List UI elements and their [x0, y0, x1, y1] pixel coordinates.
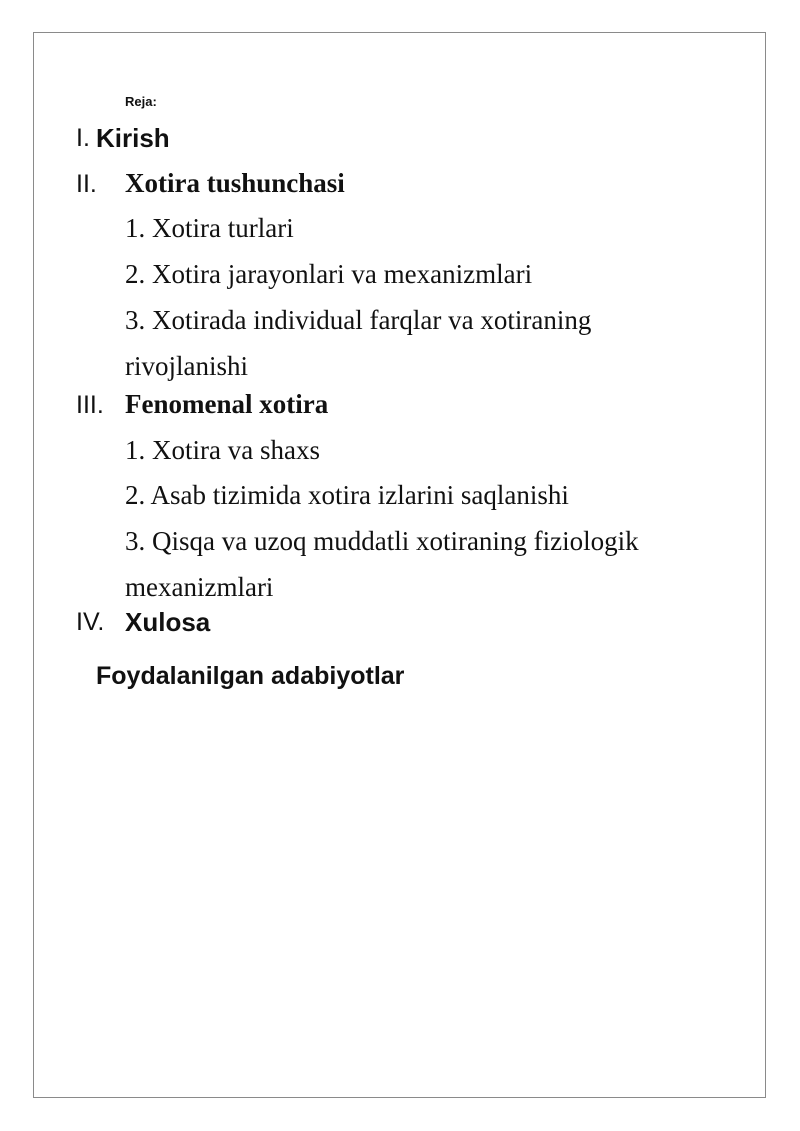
section-numeral-1: I. [76, 124, 90, 152]
list-item: 2. Asab tizimida xotira izlarini saqlanishi [125, 480, 569, 510]
section-title-kirish: Kirish [96, 123, 170, 153]
section-title-fenomenal-xotira: Fenomenal xotira [125, 389, 329, 419]
section-title-xotira-tushunchasi: Xotira tushunchasi [125, 168, 345, 198]
plan-label: Reja: [125, 94, 157, 109]
list-item: 1. Xotira turlari [125, 213, 294, 243]
section-numeral-4: IV. [76, 608, 105, 636]
references-heading: Foydalanilgan adabiyotlar [96, 662, 405, 690]
list-item: 2. Xotira jarayonlari va mexanizmlari [125, 259, 533, 289]
section-numeral-3: III. [76, 391, 104, 419]
list-item-continuation: mexanizmlari [125, 572, 274, 602]
list-item: 1. Xotira va shaxs [125, 435, 320, 465]
list-item-continuation: rivojlanishi [125, 351, 248, 381]
list-item: 3. Xotirada individual farqlar va xotiraning [125, 305, 592, 335]
section-title-xulosa: Xulosa [125, 607, 211, 637]
list-item: 3. Qisqa va uzoq muddatli xotiraning fiziologik [125, 526, 639, 556]
section-numeral-2: II. [76, 170, 97, 198]
